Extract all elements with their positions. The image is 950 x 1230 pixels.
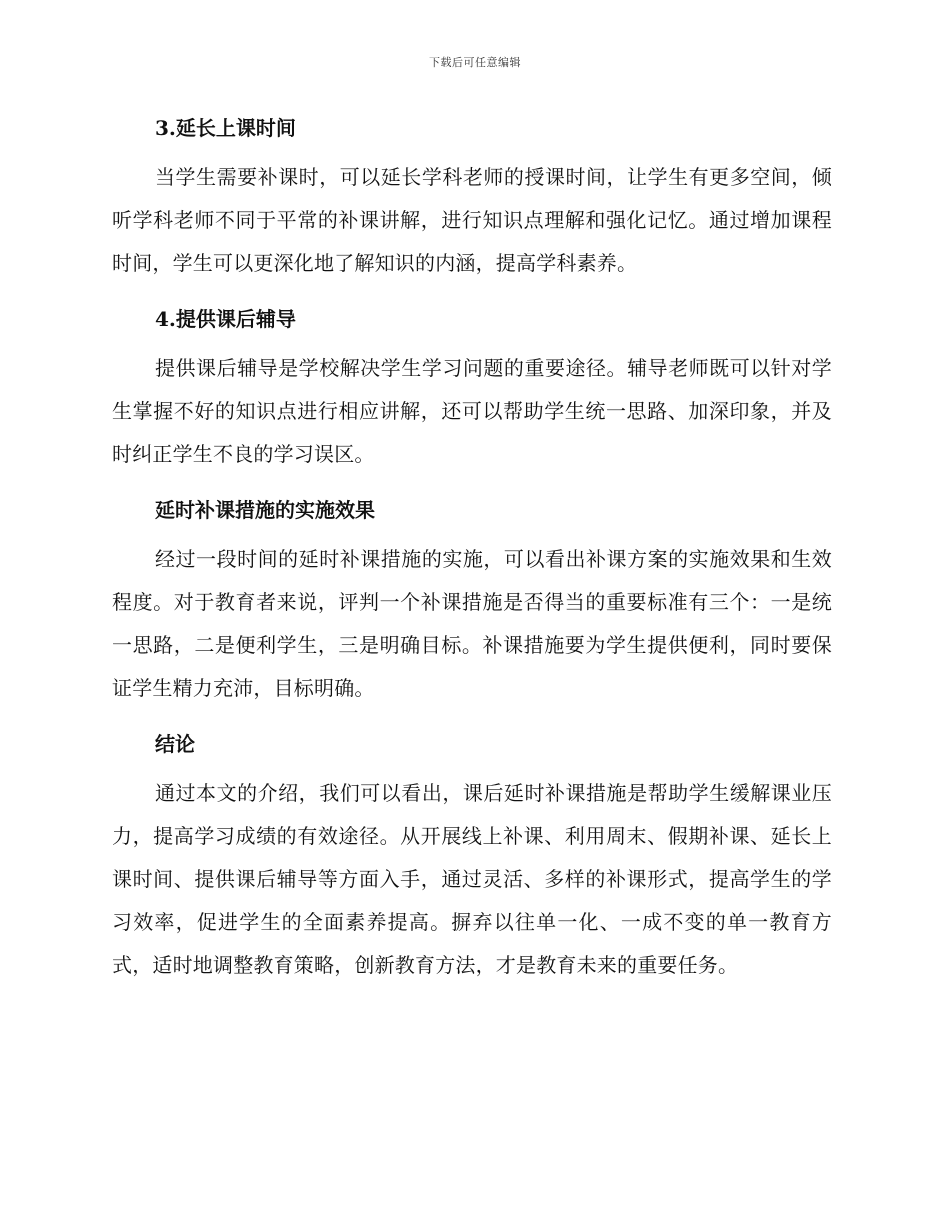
paragraph-conclusion: 通过本文的介绍，我们可以看出，课后延时补课措施是帮助学生缓解课业压力，提高学习成绩的有效途径。从开展线上补课、利用周末、假期补课、延长上课时间、提供课后辅导等方面入手，通过灵活、多样的补课形式，提高学生的学习效率，促进学生的全面素养提高。摒弃以往单一化、一成不变的单一教育方式，适时地调整教育策略，创新教育方法，才是教育未来的重要任务。 [112,781,832,977]
paragraph-implementation-effect: 经过一段时间的延时补课措施的实施，可以看出补课方案的实施效果和生效程度。对于教育者来说，评判一个补课措施是否得当的重要标准有三个：一是统一思路，二是便利学生，三是明确目标。补课措施要为学生提供便利，同时要保证学生精力充沛，目标明确。 [112,547,832,700]
section-heading-after-class-tutoring: 4.提供课后辅导 [155,307,296,331]
document-body [112,108,832,1001]
section-heading-implementation-effect: 延时补课措施的实施效果 [155,498,375,522]
paragraph-after-class-tutoring: 提供课后辅导是学校解决学生学习问题的重要途径。辅导老师既可以针对学生掌握不好的知识点进行相应讲解，还可以帮助学生统一思路、加深印象，并及时纠正学生不良的学习误区。 [112,356,832,466]
page-header: 下载后可任意编辑 [429,56,521,69]
paragraph-extend-class-time: 当学生需要补课时，可以延长学科老师的授课时间，让学生有更多空间，倾听学科老师不同于平常的补课讲解，进行知识点理解和强化记忆。通过增加课程时间，学生可以更深化地了解知识的内涵，提高学科素养。 [112,165,832,275]
section-heading-extend-class-time: 3.延长上课时间 [155,116,296,140]
section-heading-conclusion: 结论 [155,732,195,756]
